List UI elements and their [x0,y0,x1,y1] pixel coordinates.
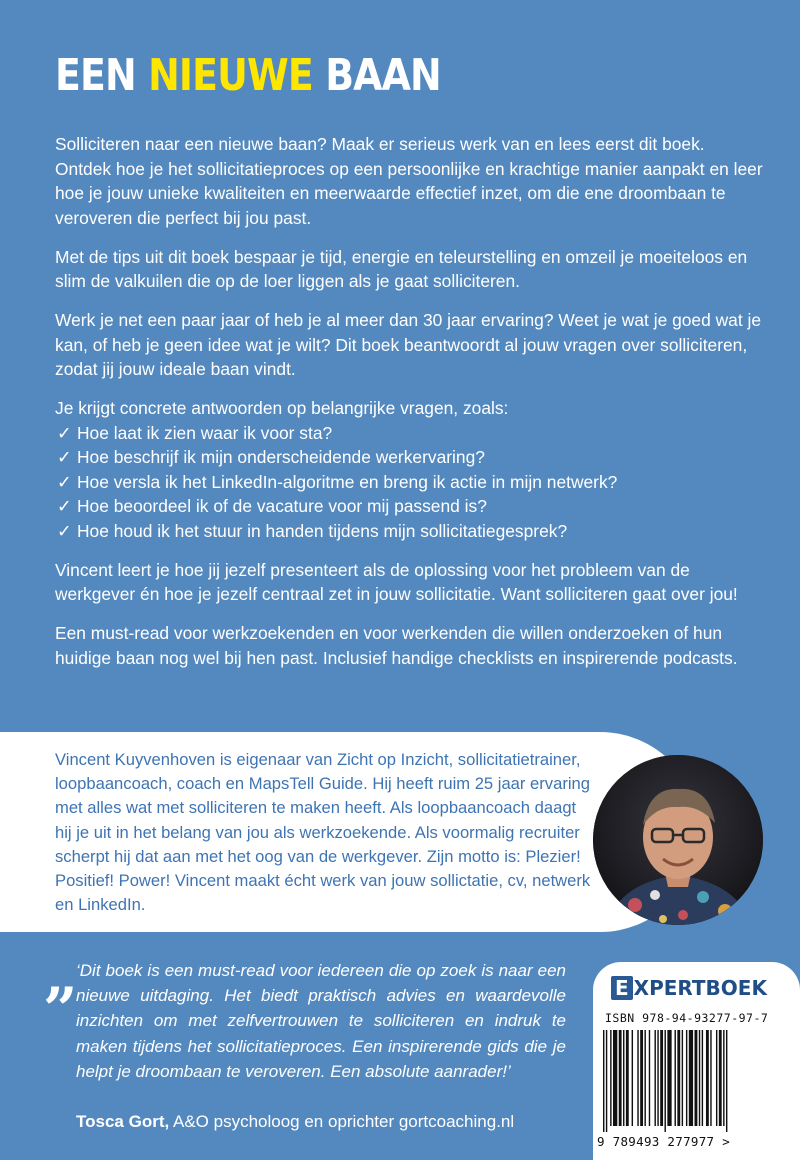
barcode-bar [649,1030,650,1126]
author-portrait [593,755,763,925]
barcode-bar [706,1030,709,1126]
barcode-bar [637,1030,638,1126]
publisher-logo-letter: E [611,976,633,1000]
barcode-bar [644,1030,645,1126]
question-item: ✓ Hoe laat ik zien waar ik voor sta? [55,421,765,446]
barcode-bar [632,1030,633,1126]
barcode-bar [726,1030,727,1132]
barcode-bar [723,1030,724,1126]
barcode-bar [695,1030,698,1126]
barcode-bar [682,1030,683,1126]
title-prefix: EEN [55,50,136,101]
barcode-bar [664,1030,665,1132]
testimonial-text: ‘Dit boek is een must-read voor iedereen die op zoek is naar een nieuwe uitdaging. Het biedt praktisch advies en waardevolle inzichten om met zelfvertrouwen te solliciteren en indruk te maken tijdens het sollicitatieproces. Een inspirerende gids die je helpt je droombaan te veroveren. Een absolute aanrader!’ [76,961,566,1081]
author-photo-icon [593,755,763,925]
barcode-bar [699,1030,700,1126]
barcode-bar [710,1030,711,1126]
intro-paragraph-3: Werk je net een paar jaar of heb je al meer dan 30 jaar ervaring? Weet je wat je goed wat je kan, of heb je geen idee wat je wilt? Dit boek beantwoordt al jouw vragen over solliciteren, zodat jij jouw ideale baan vindt. [55,310,762,379]
barcode-bar [626,1030,629,1126]
barcode-bar [667,1030,671,1126]
barcode-bar [640,1030,643,1126]
testimonial [76,958,566,1084]
barcode-bar [623,1030,624,1126]
barcode-bar [606,1030,607,1132]
book-title [55,50,441,101]
testimonial-author-role: A&O psycholoog en oprichter gortcoaching.nl [173,1112,515,1131]
question-list [55,421,765,544]
barcode-bar [660,1030,663,1126]
author-bio [55,748,595,917]
barcode-bar [719,1030,722,1126]
closing-paragraph-1: Vincent leert je hoe jij jezelf presenteert als de oplossing voor het probleem van de werkgever én hoe je jezelf centraal zet in jouw sollicitatie. Want solliciteren gaat over jou! [55,559,738,604]
publisher-logo [611,976,767,1000]
testimonial-author: Tosca Gort, [76,1112,170,1131]
barcode-bar [603,1030,604,1132]
isbn-panel [593,962,800,1160]
barcode-digits: 9 789493 277977 > [597,1134,731,1149]
barcode-bar [613,1030,617,1126]
closing-paragraph-2: Een must-read voor werkzoekenden en voor werkenden die willen onderzoeken of hun huidige baan nog wel bij hen past. Inclusief handige checklists en inspirerende podcasts. [55,623,738,668]
title-suffix: BAAN [325,50,441,101]
publisher-logo-text: XPERTBOEK [633,976,767,1000]
barcode-bar [610,1030,611,1126]
question-item: ✓ Hoe versla ik het LinkedIn-algoritme en breng ik actie in mijn netwerk? [55,470,765,495]
barcode-bar [675,1030,676,1126]
intro-paragraph-2: Met de tips uit dit boek bespaar je tijd, energie en teleurstelling en omzeil je moeiteloos en slim de valkuilen die op de loer liggen als je gaat solliciteren. [55,246,748,291]
barcode-bar [689,1030,693,1126]
question-item: ✓ Hoe beoordeel ik of de vacature voor mij passend is? [55,494,765,519]
question-item: ✓ Hoe beschrijf ik mijn onderscheidende werkervaring? [55,445,765,470]
testimonial-attribution [76,1112,514,1132]
barcode-bar [677,1030,680,1126]
barcode-bar [657,1030,658,1126]
barcode-bar [716,1030,717,1126]
isbn-number: ISBN 978-94-93277-97-7 [605,1011,769,1025]
barcode-bar [686,1030,687,1126]
blurb [55,132,765,685]
barcode-icon [603,1030,773,1132]
title-accent: NIEUWE [148,50,313,101]
author-bio-text: Vincent Kuyvenhoven is eigenaar van Zicht op Inzicht, sollicitatietrainer, loopbaancoach, coach en MapsTell Guide. Hij heeft ruim 25 jaar ervaring met alles wat met solliciteren te maken heeft. Als loopbaancoach daagt hij je uit in het belang van jou als werkzoekende. Als voormalig recruiter scherpt hij dat aan met het oog van de werkgever. Zijn motto is: Plezier! Positief! Power! Vincent maakt écht werk van jouw sollictatie, cv, netwerk en LinkedIn. [55,750,591,915]
intro-paragraph-1: Solliciteren naar een nieuwe baan? Maak er serieus werk van en lees eerst dit boek. Ontdek hoe je het sollicitatieproces op een persoonlijke en krachtige manier aanpakt en leer hoe je jouw unieke kwaliteiten en meerwaarde effectief inzet, om die ene droombaan te veroveren die perfect bij jou past. [55,134,763,228]
quote-mark-icon: „ [44,941,79,1011]
barcode-bar [619,1030,622,1126]
question-item: ✓ Hoe houd ik het stuur in handen tijdens mijn sollicitatiegesprek? [55,519,765,544]
barcode-bar [702,1030,703,1126]
questions-intro: Je krijgt concrete antwoorden op belangrijke vragen, zoals: [55,398,509,418]
barcode-bar [654,1030,655,1126]
